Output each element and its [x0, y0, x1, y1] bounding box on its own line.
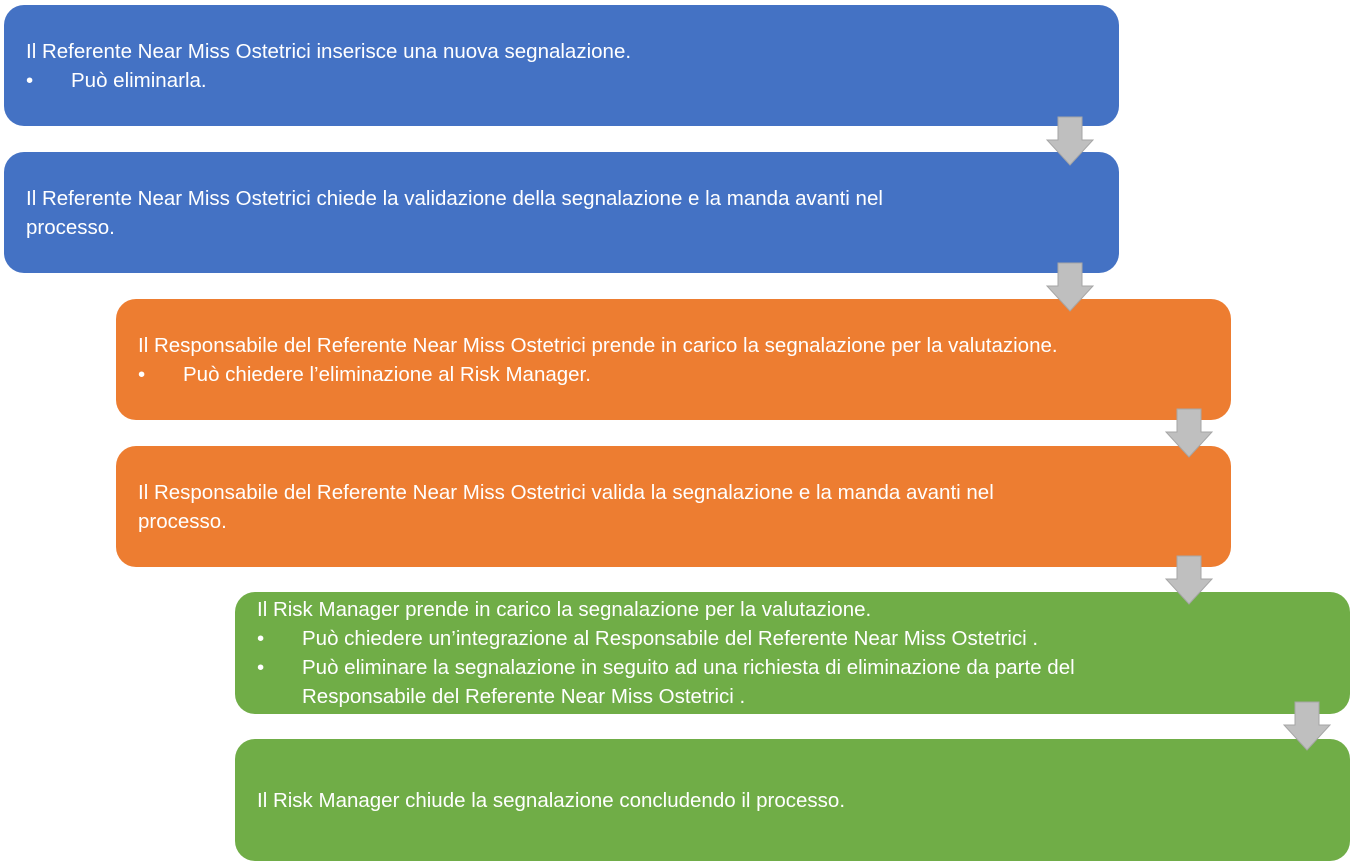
bullet-icon: • [257, 627, 265, 650]
process-step-2 [4, 152, 1119, 273]
bullet-icon: • [26, 68, 34, 92]
process-step-6 [235, 739, 1350, 861]
bullet-icon: • [138, 362, 146, 386]
step-1-bullets [26, 66, 1097, 95]
step-2-text: Il Referente Near Miss Ostetrici chiede la validazione della segnalazione e la manda avanti nel processo. [26, 186, 883, 239]
step-5-text: Il Risk Manager prende in carico la segnalazione per la valutazione. [257, 598, 872, 621]
step-1-bullet-1: • Può eliminarla. [26, 66, 1097, 95]
step-3-bullets [138, 360, 1209, 389]
down-arrow-icon [1046, 116, 1094, 166]
step-4-text: Il Responsabile del Referente Near Miss Ostetrici valida la segnalazione e la manda avanti nel processo. [138, 480, 994, 533]
process-step-4 [116, 446, 1231, 567]
step-5-bullets [257, 624, 1328, 711]
step-5-bullet-1: • Può chiedere un’integrazione al Responsabile del Referente Near Miss Ostetrici . [257, 624, 1328, 653]
bullet-icon: • [257, 656, 265, 679]
step-3-bullet-1: • Può chiedere l’eliminazione al Risk Manager. [138, 360, 1209, 389]
step-5-bullet-2: • Può eliminare la segnalazione in seguito ad una richiesta di eliminazione da parte del Responsabile del Referente Near Miss Ostetrici . [257, 653, 1328, 711]
process-step-5 [235, 592, 1350, 714]
down-arrow-icon [1165, 555, 1213, 605]
step-1-text: Il Referente Near Miss Ostetrici inserisce una nuova segnalazione. [26, 39, 632, 63]
process-step-1 [4, 5, 1119, 126]
down-arrow-icon [1165, 408, 1213, 458]
down-arrow-icon [1283, 701, 1331, 751]
step-6-text: Il Risk Manager chiude la segnalazione concludendo il processo. [257, 788, 846, 812]
down-arrow-icon [1046, 262, 1094, 312]
process-step-3 [116, 299, 1231, 420]
step-3-text: Il Responsabile del Referente Near Miss Ostetrici prende in carico la segnalazione per la valutazione. [138, 333, 1058, 357]
